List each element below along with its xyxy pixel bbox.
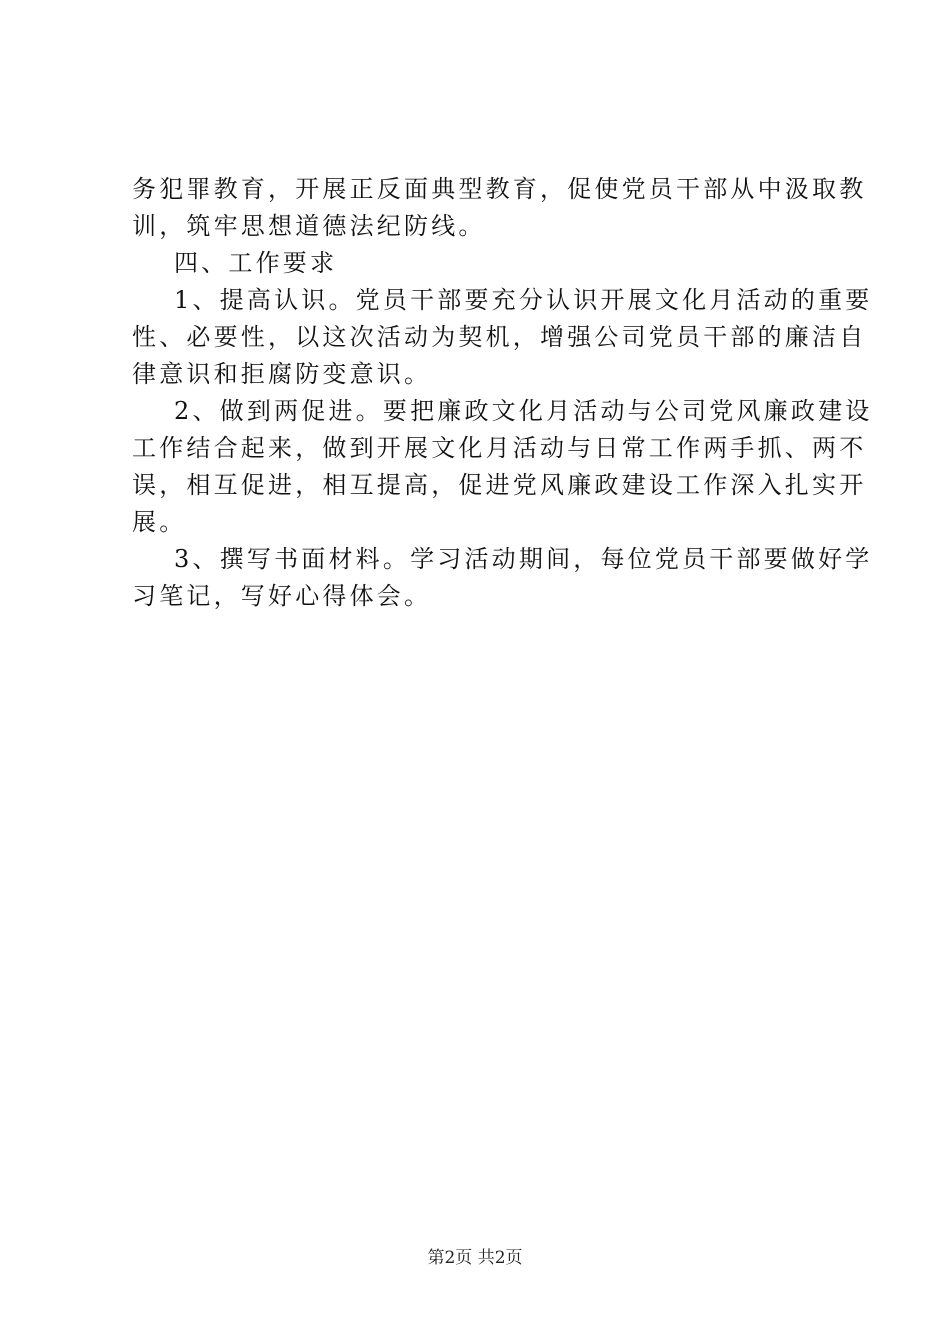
- body-line: 展。: [132, 508, 187, 536]
- section-heading: 四、工作要求: [174, 249, 338, 277]
- body-line: 2、做到两促进。要把廉政文化月活动与公司党风廉政建设: [174, 397, 873, 425]
- body-line: 工作结合起来，做到开展文化月活动与日常工作两手抓、两不: [132, 434, 867, 462]
- document-body: [132, 171, 873, 615]
- body-line: 性、必要性，以这次活动为契机，增强公司党员干部的廉洁自: [132, 323, 867, 351]
- body-line: 1、提高认识。党员干部要充分认识开展文化月活动的重要: [174, 286, 873, 314]
- body-line: 3、撰写书面材料。学习活动期间，每位党员干部要做好学: [174, 545, 873, 573]
- body-line: 务犯罪教育，开展正反面典型教育，促使党员干部从中汲取教: [132, 175, 867, 203]
- page-number-footer: 第2页 共2页: [427, 1248, 523, 1268]
- body-line: 训，筑牢思想道德法纪防线。: [132, 212, 486, 240]
- body-line: 习笔记，写好心得体会。: [132, 582, 432, 610]
- body-line: 误，相互促进，相互提高，促进党风廉政建设工作深入扎实开: [132, 471, 867, 499]
- body-line: 律意识和拒腐防变意识。: [132, 360, 432, 388]
